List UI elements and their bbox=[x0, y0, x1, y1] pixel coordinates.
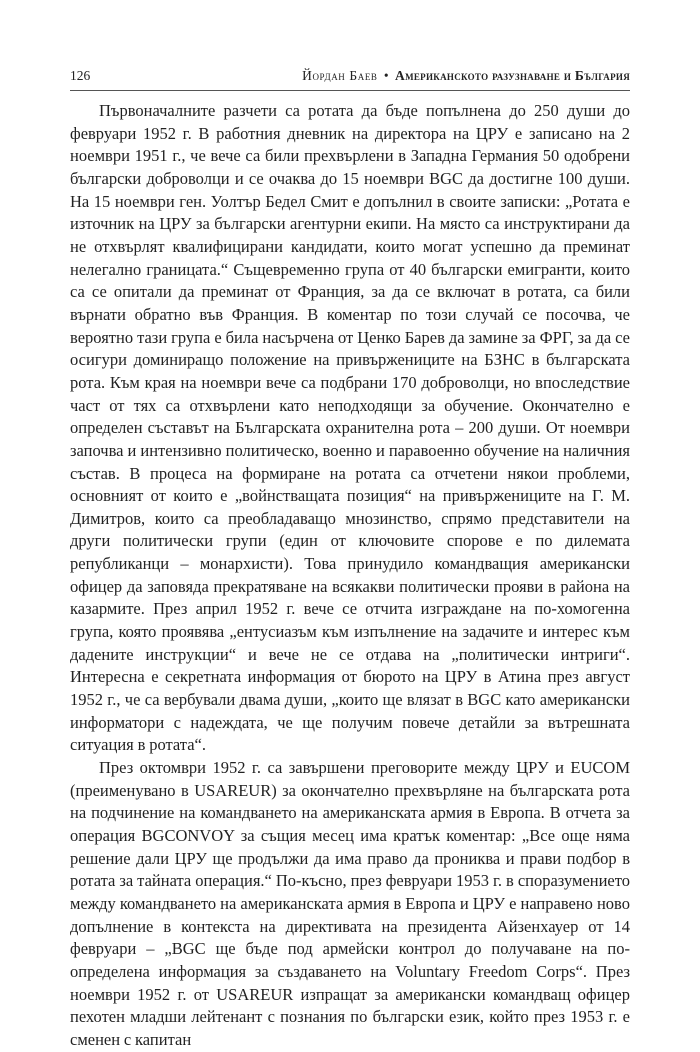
running-head bbox=[302, 66, 630, 86]
paragraph-2: През октомври 1952 г. са завършени преговорите между ЦРУ и EUCOM (преименувано в USAREUR) за окончателно прехвърляне на българската рота на подчинение на командването на американската армия в Европа. В отчета за операция BGCONVOY за същия месец има кратък коментар: „Все още няма решение дали ЦРУ ще продължи да има право да прониква и прави подбор в ротата за тайната операция.“ По-късно, през февруари 1953 г. в споразумението между командването на американската армия в Европа и ЦРУ е направено ново допълнение в контекста на директивата на президента Айзенхауер от 14 февруари – „BGC ще бъде под армейски контрол до получаване на по-определена информация за създаването на Voluntary Freedom Corps“. През ноември 1952 г. от USAREUR изпращат за американски командващ офицер пехотен младши лейтенант с познания по български език, който през 1953 г. е сменен с капитан bbox=[70, 758, 630, 1049]
book-title: Американското разузнаване и България bbox=[395, 68, 630, 83]
page-header bbox=[70, 66, 630, 86]
body-text bbox=[70, 100, 630, 1052]
paragraph-1: Първоначалните разчети са ротата да бъде попълнена до 250 души до февруари 1952 г. В работния дневник на директора на ЦРУ е записано на 2 ноември 1951 г., че вече са били прехвърлени в Западна Германия 50 одобрени български доброволци и се очаква до 15 ноември BGC да достигне 100 души. На 15 ноември ген. Уолтър Бедел Смит е допълнил в своите записки: „Ротата е източник на ЦРУ за български агентурни екипи. На място са инструктирани да не отхвърлят квалифицирани кандидати, които могат успешно да преминат нелегално границата.“ Същевременно група от 40 български емигранти, които са се опитали да преминат от Франция, за да се включат в ротата, са били върнати обратно във Франция. В коментар по този случай се посочва, че вероятно тази група е била насърчена от Ценко Барев да замине за ФРГ, за да се осигури доминиращо положение на привържениците на БЗНС в българската рота. Към края на ноември вече са подбрани 170 доброволци, но впоследствие част от тях са отхвърлени като неподходящи за обучение. Окончателно е определен съставът на Българската охранителна рота – 200 души. От ноември започва и интензивно политическо, военно и паравоенно обучение на наличния състав. В процеса на формиране на ротата са отчетени някои проблеми, основният от които е „войнстващата позиция“ на привържениците на Г. М. Димитров, които са преобладаващо мнозинство, спрямо представители на други политически групи (един от ключовите спорове е по дилемата републиканци – монархисти). Това принудило командващия американски офицер да заповяда прекратяване на всякакви политически прояви в района на казармите. През април 1952 г. вече се отчита изграждане на по-хомогенна група, която проявява „ентусиазъм към изпълнение на задачите и интерес към дадените инструкции“ и вече не се отдава на „политически интриги“. Интересна е секретната информация от бюрото на ЦРУ в Атина през август 1952 г., че са вербували двама души, „които ще влязат в BGC като американски информатори с надеждата, че ще получим повече детайли за вътрешната ситуация в ротата“. bbox=[70, 101, 630, 755]
header-separator: • bbox=[383, 68, 389, 83]
header-rule bbox=[70, 90, 630, 91]
page-number: 126 bbox=[70, 68, 91, 83]
author-name: Йордан Баев bbox=[302, 68, 378, 83]
